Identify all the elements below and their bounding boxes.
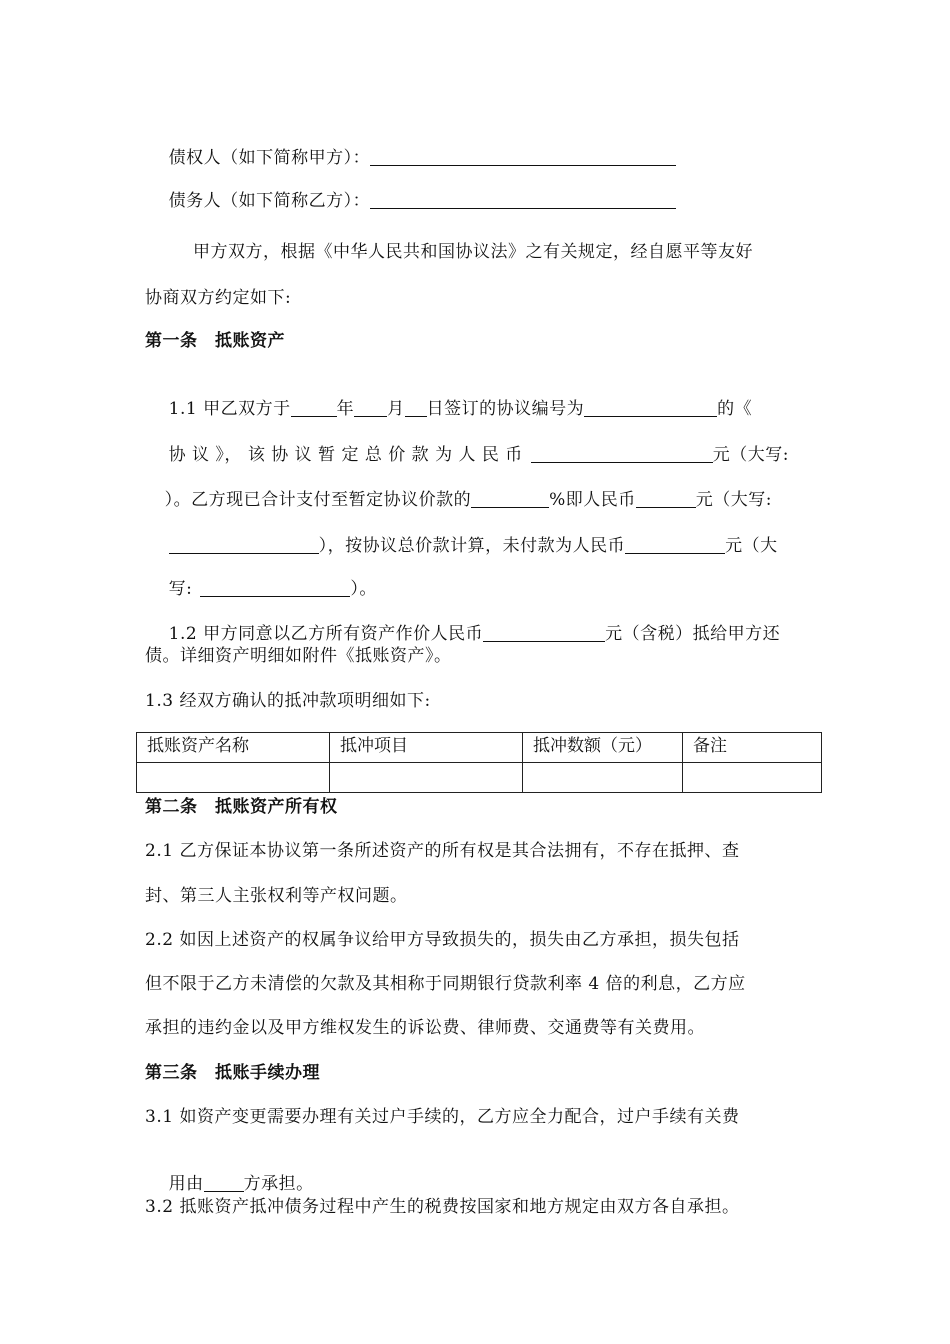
header-asset-name: 抵账资产名称 [137,733,330,763]
paid-amount-blank[interactable] [636,489,696,508]
header-offset-item: 抵冲项目 [330,733,523,763]
asset-value-blank[interactable] [483,623,605,642]
intro-line-2: 协商双方约定如下: [145,288,292,308]
header-remarks: 备注 [683,733,822,763]
creditor-label: 债权人（如下简称甲方）： [168,148,371,168]
agreement-number-blank[interactable] [584,398,717,417]
total-price-blank[interactable] [531,444,713,463]
article1-2-line-2: 债。详细资产明细如附件《抵账资产》。 [145,646,452,666]
text-segment: 元（大 [725,536,778,556]
article3-1-line-1: 3.1 如资产变更需要办理有关过户手续的，乙方应全力配合，过户手续有关费 [145,1107,740,1127]
article2-2-line-3: 承担的违约金以及甲方维权发生的诉讼费、律师费、交通费等有关费用。 [145,1018,705,1038]
article3-2-line: 3.2 抵账资产抵冲债务过程中产生的税费按国家和地方规定由双方各自承担。 [145,1197,740,1217]
text-segment: ）。乙方现已合计支付至暂定协议价款的 [164,490,472,510]
creditor-blank[interactable] [370,147,676,166]
header-offset-amount: 抵冲数额（元） [523,733,683,763]
text-segment: 协 议 》， 该 协 议 暂 定 总 价 款 为 人 民 币 [168,445,523,465]
debtor-label: 债务人（如下简称乙方）： [168,191,371,211]
table-cell[interactable] [523,763,683,793]
text-segment: ）。 [350,579,377,599]
percent-blank[interactable] [471,489,549,508]
year-blank[interactable] [291,398,337,417]
text-segment: 元（大写: [695,490,773,510]
text-segment: 1.2 甲方同意以乙方所有资产作价人民币 [168,624,484,644]
text-segment: 元（大写: [712,445,790,465]
day-blank[interactable] [405,398,427,417]
unpaid-amount-capital-blank[interactable] [200,578,350,597]
intro-line-1: 甲方双方，根据《中华人民共和国协议法》之有关规定，经自愿平等友好 [193,242,753,262]
article3-heading: 第三条 抵账手续办理 [145,1063,320,1083]
article2-2-line-1: 2.2 如因上述资产的权属争议给甲方导致损失的，损失由乙方承担，损失包括 [145,930,740,950]
article1-3-line: 1.3 经双方确认的抵冲款项明细如下: [145,691,431,711]
article2-1-line-1: 2.1 乙方保证本协议第一条所述资产的所有权是其合法拥有，不存在抵押、查 [145,841,740,861]
table-header-row [137,733,822,763]
text-segment: 日签订的协议编号为 [426,399,585,419]
month-blank[interactable] [354,398,387,417]
text-segment: 月 [387,399,405,419]
article2-heading: 第二条 抵账资产所有权 [145,797,338,817]
table-cell[interactable] [137,763,330,793]
text-segment: 1.1 甲乙双方于 [168,399,291,419]
table-row [137,763,822,793]
text-segment: 写: [168,579,193,599]
text-segment: 方承担。 [243,1174,314,1194]
unpaid-amount-blank[interactable] [625,535,725,554]
fee-party-blank[interactable] [204,1173,244,1192]
table-cell[interactable] [330,763,523,793]
offset-items-table [136,732,822,793]
debtor-line [145,168,676,234]
debtor-blank[interactable] [370,190,676,209]
article2-2-line-2: 但不限于乙方未清偿的欠款及其相称于同期银行贷款利率 4 倍的利息，乙方应 [145,974,746,994]
text-segment: ），按协议总价款计算，未付款为人民币 [318,536,626,556]
text-segment: 用由 [168,1174,204,1194]
text-segment: 的《 [717,399,753,419]
paid-amount-capital-blank[interactable] [169,535,319,554]
text-segment: %即人民币 [549,490,636,510]
text-segment: 元（含税）抵给甲方还 [605,624,781,644]
text-segment: 年 [336,399,355,419]
table-cell[interactable] [683,763,822,793]
article1-heading: 第一条 抵账资产 [145,331,285,351]
article2-1-line-2: 封、第三人主张权利等产权问题。 [145,886,408,906]
